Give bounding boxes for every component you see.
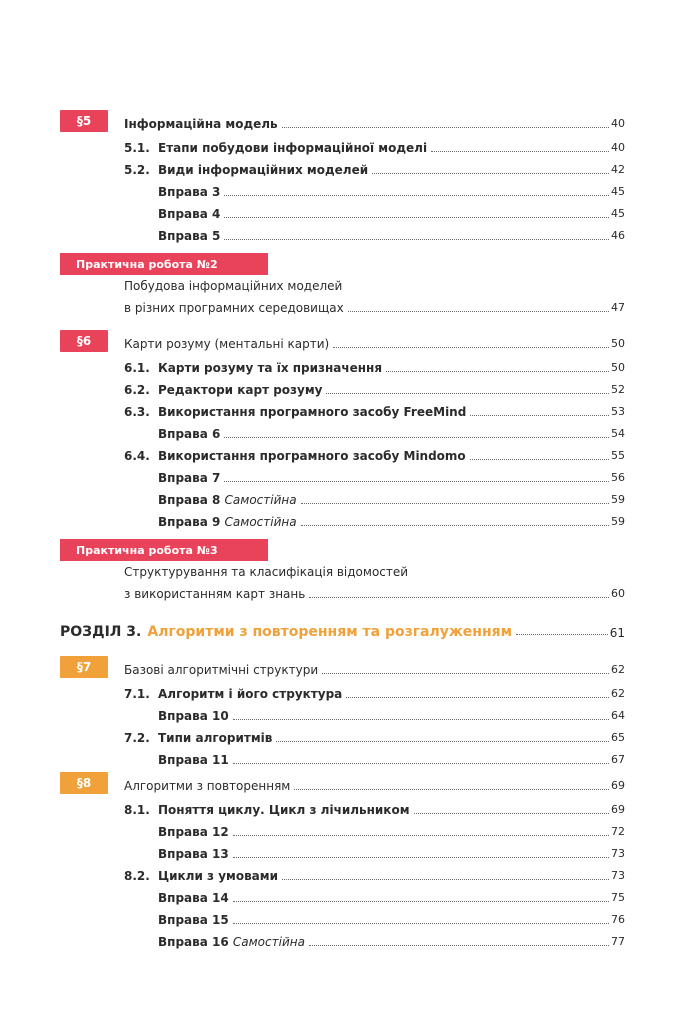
dot-leader [224, 216, 609, 218]
toc-entry [124, 378, 625, 398]
toc-entry [124, 682, 625, 702]
toc-entry [158, 488, 625, 508]
part-title: Алгоритми з повторенням та розгалуженням [147, 624, 513, 640]
page-number: 69 [611, 803, 625, 816]
dot-leader [233, 834, 609, 836]
section-title: Базові алгоритмічні структури [124, 663, 319, 677]
section-badge: §8 [60, 772, 108, 794]
practical-work-3-row[interactable] [60, 582, 625, 602]
section-badge: §7 [60, 656, 108, 678]
exercise-title: Вправа 14 [158, 891, 229, 905]
exercise-title: Вправа 7 [158, 471, 221, 485]
subsection-title: Карти розуму та їх призначення [158, 361, 383, 375]
toc-exercise-row[interactable] [60, 488, 625, 508]
toc-exercise-row[interactable] [60, 202, 625, 222]
page-number: 45 [611, 207, 625, 220]
dot-leader [224, 436, 609, 438]
exercise-title [158, 934, 305, 950]
section-5-row[interactable] [60, 112, 625, 132]
toc-entry [124, 158, 625, 178]
exercise-note: Самостійна [224, 493, 297, 507]
exercise-label: Вправа 9 [158, 515, 221, 529]
dot-leader [233, 922, 609, 924]
toc-entry [124, 296, 625, 316]
toc-entry [158, 202, 625, 222]
page-number: 77 [611, 935, 625, 948]
dot-leader [309, 944, 609, 946]
page-number: 62 [611, 687, 625, 700]
section-8-row[interactable] [60, 774, 625, 794]
dot-leader [224, 194, 609, 196]
toc-exercise-row[interactable] [60, 748, 625, 768]
part-3-row[interactable] [60, 618, 625, 640]
exercise-title: Вправа 15 [158, 913, 229, 927]
toc-subsection-row[interactable] [60, 136, 625, 156]
toc-exercise-row[interactable] [60, 930, 625, 950]
subsection-title: Види інформаційних моделей [158, 163, 369, 177]
page-number: 65 [611, 731, 625, 744]
exercise-title: Вправа 6 [158, 427, 221, 441]
toc-entry [124, 444, 625, 464]
page-number: 52 [611, 383, 625, 396]
toc-exercise-row[interactable] [60, 466, 625, 486]
toc-subsection-row[interactable] [60, 444, 625, 464]
dot-leader [414, 812, 610, 814]
subsection-number: 6.1. [124, 361, 150, 375]
toc-entry [158, 908, 625, 928]
toc-subsection-row[interactable] [60, 158, 625, 178]
toc-entry [158, 510, 625, 530]
page-number: 50 [611, 361, 625, 374]
toc-entry [124, 112, 625, 132]
toc-exercise-row[interactable] [60, 820, 625, 840]
toc-entry [124, 356, 625, 376]
page-number: 42 [611, 163, 625, 176]
toc-exercise-row[interactable] [60, 422, 625, 442]
subsection-title: Цикли з умовами [158, 869, 278, 883]
dot-leader [470, 458, 609, 460]
subsection-title: Типи алгоритмів [158, 731, 273, 745]
toc-entry [158, 886, 625, 906]
dot-leader [326, 392, 609, 394]
page-number: 75 [611, 891, 625, 904]
dot-leader [233, 856, 609, 858]
page-number: 69 [611, 779, 625, 792]
toc-exercise-row[interactable] [60, 842, 625, 862]
toc-entry [158, 820, 625, 840]
toc-entry [124, 798, 625, 818]
section-badge: §6 [60, 330, 108, 352]
toc-entry [158, 180, 625, 200]
dot-leader [294, 788, 609, 790]
part-label: РОЗДІЛ 3. [60, 624, 142, 640]
toc-entry [124, 582, 625, 602]
toc-exercise-row[interactable] [60, 704, 625, 724]
toc-exercise-row[interactable] [60, 510, 625, 530]
toc-subsection-row[interactable] [60, 864, 625, 884]
toc-exercise-row[interactable] [60, 180, 625, 200]
dot-leader [386, 370, 609, 372]
subsection-number: 6.3. [124, 405, 150, 419]
practical-work-2-row[interactable] [60, 296, 625, 316]
page-number: 76 [611, 913, 625, 926]
dot-leader [301, 502, 609, 504]
page-number: 59 [611, 493, 625, 506]
practical-work-title-line2: з використанням карт знань [124, 587, 306, 601]
dot-leader [346, 696, 609, 698]
section-badge: §5 [60, 110, 108, 132]
page-number: 53 [611, 405, 625, 418]
toc-subsection-row[interactable] [60, 356, 625, 376]
page-number: 40 [611, 117, 625, 130]
page-number: 67 [611, 753, 625, 766]
page-number: 72 [611, 825, 625, 838]
toc-subsection-row[interactable] [60, 400, 625, 420]
subsection-title: Алгоритм і його структура [158, 687, 343, 701]
exercise-title: Вправа 11 [158, 753, 229, 767]
subsection-number: 7.2. [124, 731, 150, 745]
page-number: 40 [611, 141, 625, 154]
toc-entry [124, 658, 625, 678]
practical-work-banner: Практична робота №2 [60, 253, 268, 275]
dot-leader [233, 900, 609, 902]
exercise-title: Вправа 3 [158, 185, 221, 199]
exercise-label: Вправа 8 [158, 493, 221, 507]
dot-leader [348, 310, 609, 312]
toc-exercise-row[interactable] [60, 908, 625, 928]
dot-leader [224, 480, 609, 482]
dot-leader [333, 346, 609, 348]
page-number: 56 [611, 471, 625, 484]
dot-leader [372, 172, 609, 174]
toc-entry [158, 930, 625, 950]
toc-entry [158, 224, 625, 244]
page-number: 60 [611, 587, 625, 600]
exercise-title: Вправа 13 [158, 847, 229, 861]
toc-entry [124, 400, 625, 420]
practical-work-title-line1: Структурування та класифікація відомостей [124, 565, 409, 579]
toc-entry [124, 136, 625, 156]
section-title: Карти розуму (ментальні карти) [124, 337, 330, 351]
page-number: 73 [611, 869, 625, 882]
practical-work-banner: Практична робота №3 [60, 539, 268, 561]
subsection-number: 8.1. [124, 803, 150, 817]
subsection-title: Використання програмного засобу FreeMind [158, 405, 467, 419]
toc-entry [158, 748, 625, 768]
dot-leader [276, 740, 609, 742]
dot-leader [282, 878, 609, 880]
exercise-title [158, 514, 297, 530]
toc-exercise-row[interactable] [60, 886, 625, 906]
toc-exercise-row[interactable] [60, 224, 625, 244]
exercise-note: Самостійна [224, 515, 297, 529]
subsection-number: 6.2. [124, 383, 150, 397]
dot-leader [233, 762, 609, 764]
page-number: 50 [611, 337, 625, 350]
toc-entry [158, 704, 625, 724]
toc-entry [124, 332, 625, 352]
page-number: 54 [611, 427, 625, 440]
section-6-row[interactable] [60, 332, 625, 352]
subsection-number: 7.1. [124, 687, 150, 701]
exercise-note: Самостійна [232, 935, 305, 949]
toc-subsection-row[interactable] [60, 726, 625, 746]
practical-work-title-line2: в різних програмних середовищах [124, 301, 344, 315]
page-number: 73 [611, 847, 625, 860]
section-title: Алгоритми з повторенням [124, 779, 291, 793]
exercise-title: Вправа 4 [158, 207, 221, 221]
toc-subsection-row[interactable] [60, 682, 625, 702]
subsection-title: Поняття циклу. Цикл з лічильником [158, 803, 410, 817]
page-number: 62 [611, 663, 625, 676]
exercise-title: Вправа 12 [158, 825, 229, 839]
section-7-row[interactable] [60, 658, 625, 678]
exercise-title: Вправа 10 [158, 709, 229, 723]
dot-leader [233, 718, 609, 720]
practical-work-2-banner-row [60, 254, 625, 274]
subsection-number: 6.4. [124, 449, 150, 463]
toc-entry [124, 726, 625, 746]
page-number: 45 [611, 185, 625, 198]
dot-leader [282, 126, 609, 128]
toc-subsection-row[interactable] [60, 798, 625, 818]
page-number: 59 [611, 515, 625, 528]
page-number: 61 [609, 626, 625, 640]
dot-leader [470, 414, 609, 416]
subsection-number: 5.1. [124, 141, 150, 155]
toc-subsection-row[interactable] [60, 378, 625, 398]
exercise-label: Вправа 16 [158, 935, 229, 949]
subsection-number: 8.2. [124, 869, 150, 883]
page-number: 64 [611, 709, 625, 722]
subsection-title: Етапи побудови інформаційної моделі [158, 141, 428, 155]
toc-entry [158, 842, 625, 862]
page-number: 46 [611, 229, 625, 242]
toc-entry [124, 774, 625, 794]
toc-entry [158, 422, 625, 442]
dot-leader [309, 596, 609, 598]
dot-leader [431, 150, 609, 152]
toc-entry [124, 864, 625, 884]
page-number: 47 [611, 301, 625, 314]
toc-entry [158, 466, 625, 486]
dot-leader [224, 238, 609, 240]
exercise-title: Вправа 5 [158, 229, 221, 243]
dot-leader [301, 524, 609, 526]
exercise-title [158, 492, 297, 508]
page-number: 55 [611, 449, 625, 462]
subsection-title: Використання програмного засобу Mindomo [158, 449, 466, 463]
practical-work-3-banner-row [60, 540, 625, 560]
dot-leader [516, 633, 608, 635]
subsection-title: Редактори карт розуму [158, 383, 323, 397]
dot-leader [322, 672, 609, 674]
practical-work-title-line1: Побудова інформаційних моделей [124, 279, 343, 293]
section-title: Інформаційна модель [124, 117, 278, 131]
subsection-number: 5.2. [124, 163, 150, 177]
